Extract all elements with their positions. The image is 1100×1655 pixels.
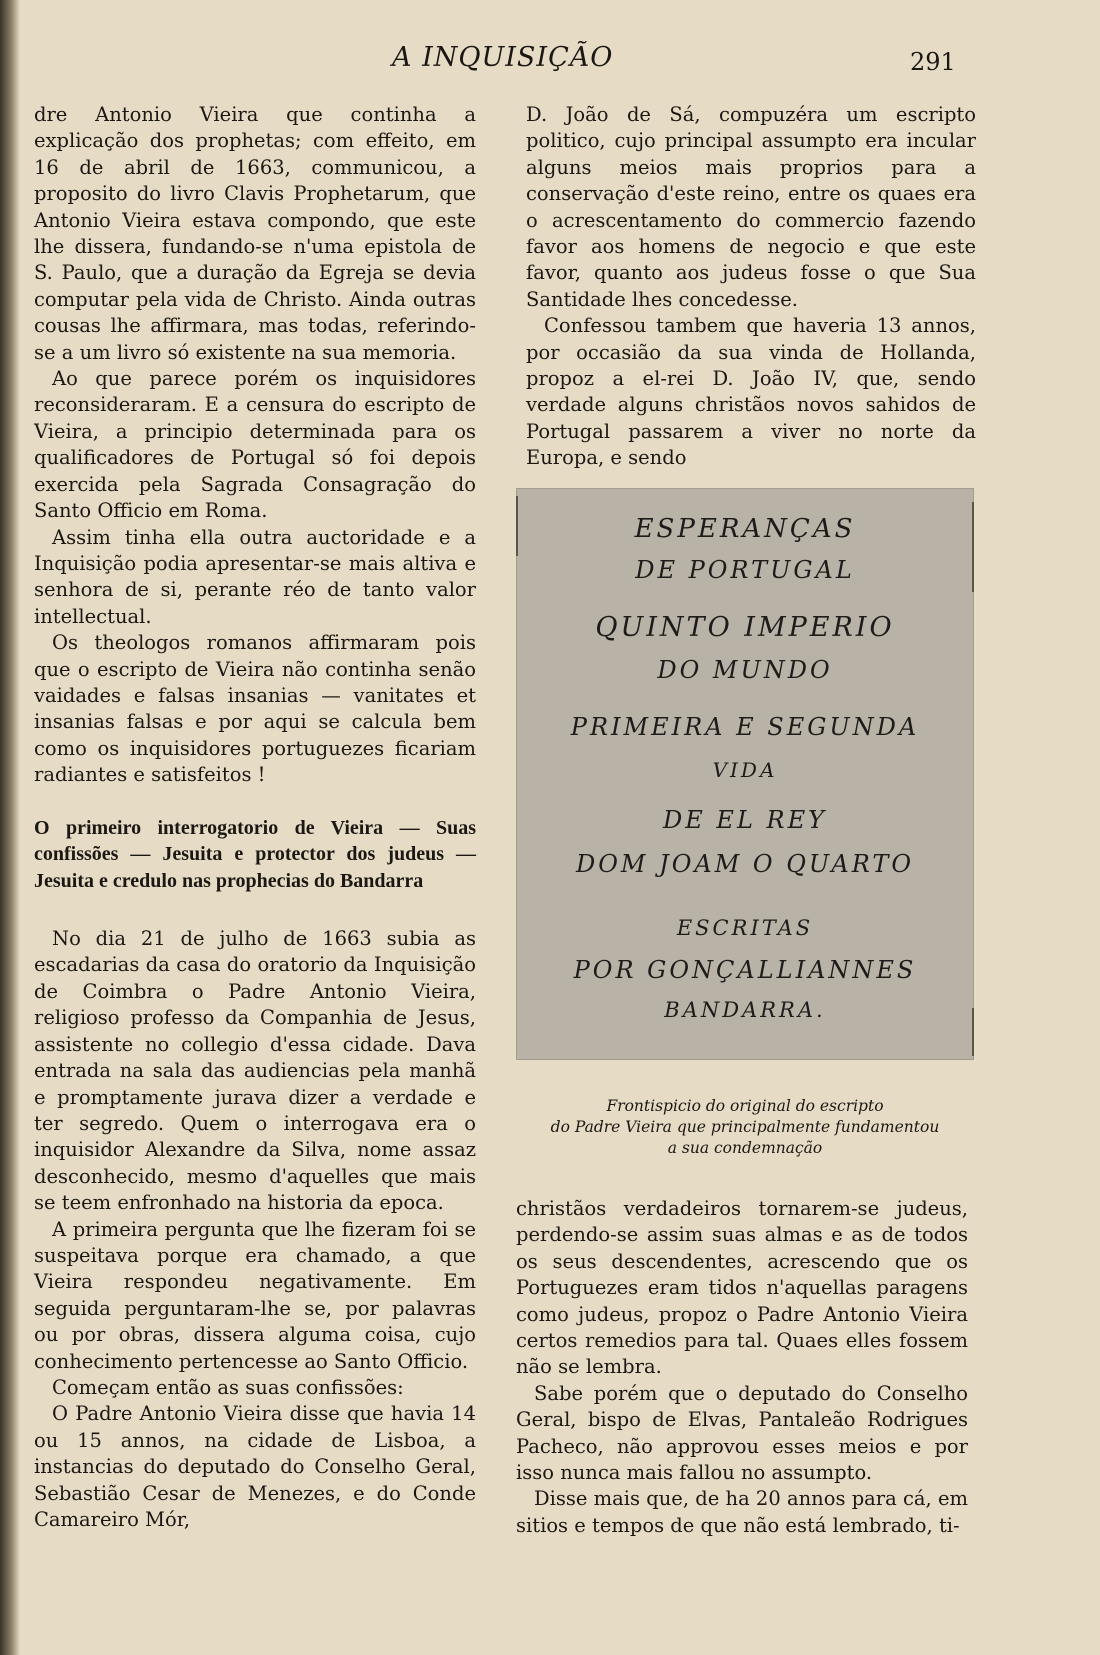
page-binding-edge (0, 0, 20, 1655)
right-column-top (526, 102, 976, 472)
frontispiece-line: VIDA (712, 758, 778, 782)
left-column (34, 102, 476, 1533)
running-title: A INQUISIÇÃO (392, 42, 614, 73)
paragraph: No dia 21 de julho de 1663 subia as escadarias da casa do oratorio da Inquisição de Coimbra o Padre Antonio Vieira, religioso professo da Companhia de Jesus, assistente no collegio d'essa cidade. Dava entrada na sala das audiencias pela manhã e promptamente jurava dizer a verdade e ter segredo. Quem o interrogava era o inquisidor Alexandre da Silva, nome assaz desconhecido, mesmo d'aquelles que mais se teem enfronhado na historia da epoca. (34, 927, 476, 1215)
frontispiece-line: PRIMEIRA E SEGUNDA (570, 713, 920, 741)
caption-line: a sua condemnação (667, 1139, 823, 1157)
frontispiece-line: QUINTO IMPERIO (595, 612, 895, 643)
right-column-bottom (516, 1196, 968, 1539)
section-heading: O primeiro interrogatorio de Vieira — Suas confissões — Jesuita e protector dos judeus — Jesuita e credulo nas prophecias do Bandarra (34, 816, 476, 892)
paragraph: Confessou tambem que haveria 13 annos, por occasião da sua vinda de Hollanda, propoz a el-rei D. João IV, que, sendo verdade alguns christãos novos sahidos de Portugal passarem a viver no norte da Europa, e sendo (526, 314, 976, 470)
figure-caption (516, 1096, 974, 1159)
paragraph: Começam então as suas confissões: (52, 1375, 404, 1399)
frontispiece-line: DE EL REY (663, 806, 827, 834)
caption-line: Frontispicio do original do escripto (606, 1097, 884, 1115)
frontispiece-line: DE PORTUGAL (635, 556, 855, 584)
paragraph: Os theologos romanos affirmaram pois que o escripto de Vieira não continha senão vaidades e falsas insanias — vanitates et insanias falsas e por aqui se calcula bem como os inquisidores portuguezes ficariam radiantes e satisfeitos ! (34, 631, 476, 787)
running-header (0, 42, 1100, 82)
paragraph: christãos verdadeiros tornarem-se judeus, perdendo-se assim suas almas e as de todos os seus descendentes, acrescendo que os Portuguezes eram tidos n'aquellas paragens como judeus, propoz o Padre Antonio Vieira certos remedios para tal. Quaes elles fossem não se lembra. (516, 1197, 968, 1379)
paragraph: dre Antonio Vieira que continha a explicação dos prophetas; com effeito, em 16 de abril de 1663, communicou, a proposito do livro Clavis Prophetarum, que Antonio Vieira estava compondo, que este lhe dissera, fundando-se n'uma epistola de S. Paulo, que a duração da Egreja se devia computar pela vida de Christo. Ainda outras cousas lhe affirmara, mas todas, referindo-se a um livro só existente na sua memoria. (34, 103, 476, 364)
frontispiece-line: DOM JOAM O QUARTO (575, 850, 915, 878)
frontispiece-line: POR GONÇALLIANNES (573, 956, 917, 984)
paragraph: D. João de Sá, compuzéra um escripto politico, cujo principal assumpto era incular alguns meios mais proprios para a conservação d'este reino, entre os quaes era o acrescentamento do commercio fazendo favor aos homens de negocio e que este favor, quanto aos judeus fosse o que Sua Santidade lhes concedesse. (526, 103, 976, 311)
page-number: 291 (910, 48, 956, 76)
paragraph: Disse mais que, de ha 20 annos para cá, em sitios e tempos de que não está lembrado, ti- (516, 1487, 968, 1537)
frontispiece-line: ESCRITAS (676, 916, 814, 940)
frontispiece-image (516, 488, 974, 1060)
frontispiece-line: DO MUNDO (657, 656, 833, 684)
paragraph: Sabe porém que o deputado do Conselho Geral, bispo de Elvas, Pantaleão Rodrigues Pacheco, não approvou esses meios e por isso nunca mais fallou no assumpto. (516, 1381, 968, 1485)
paragraph: Assim tinha ella outra auctoridade e a Inquisição podia apresentar-se mais altiva e senhora de si, perante réo de tanto valor intellectual. (34, 525, 476, 628)
frontispiece-line: ESPERANÇAS (634, 514, 856, 544)
paragraph: A primeira pergunta que lhe fizeram foi se suspeitava porque era chamado, a que Vieira respondeu negativamente. Em seguida perguntaram-lhe se, por palavras ou por obras, dissera alguma coisa, cujo conhecimento pertencesse ao Santo Officio. (34, 1217, 476, 1373)
paragraph: O Padre Antonio Vieira disse que havia 14 ou 15 annos, na cidade de Lisboa, a instancias do deputado do Conselho Geral, Sebastião Cesar de Menezes, e do Conde Camareiro Mór, (34, 1402, 476, 1531)
frontispiece-line: BANDARRA. (664, 998, 826, 1022)
caption-line: do Padre Vieira que principalmente fundamentou (550, 1118, 940, 1136)
paragraph: Ao que parece porém os inquisidores reconsideraram. E a censura do escripto de Vieira, a principio determinada para os qualificadores de Portugal só foi depois exercida pela Sagrada Consagração do Santo Officio em Roma. (34, 367, 476, 523)
